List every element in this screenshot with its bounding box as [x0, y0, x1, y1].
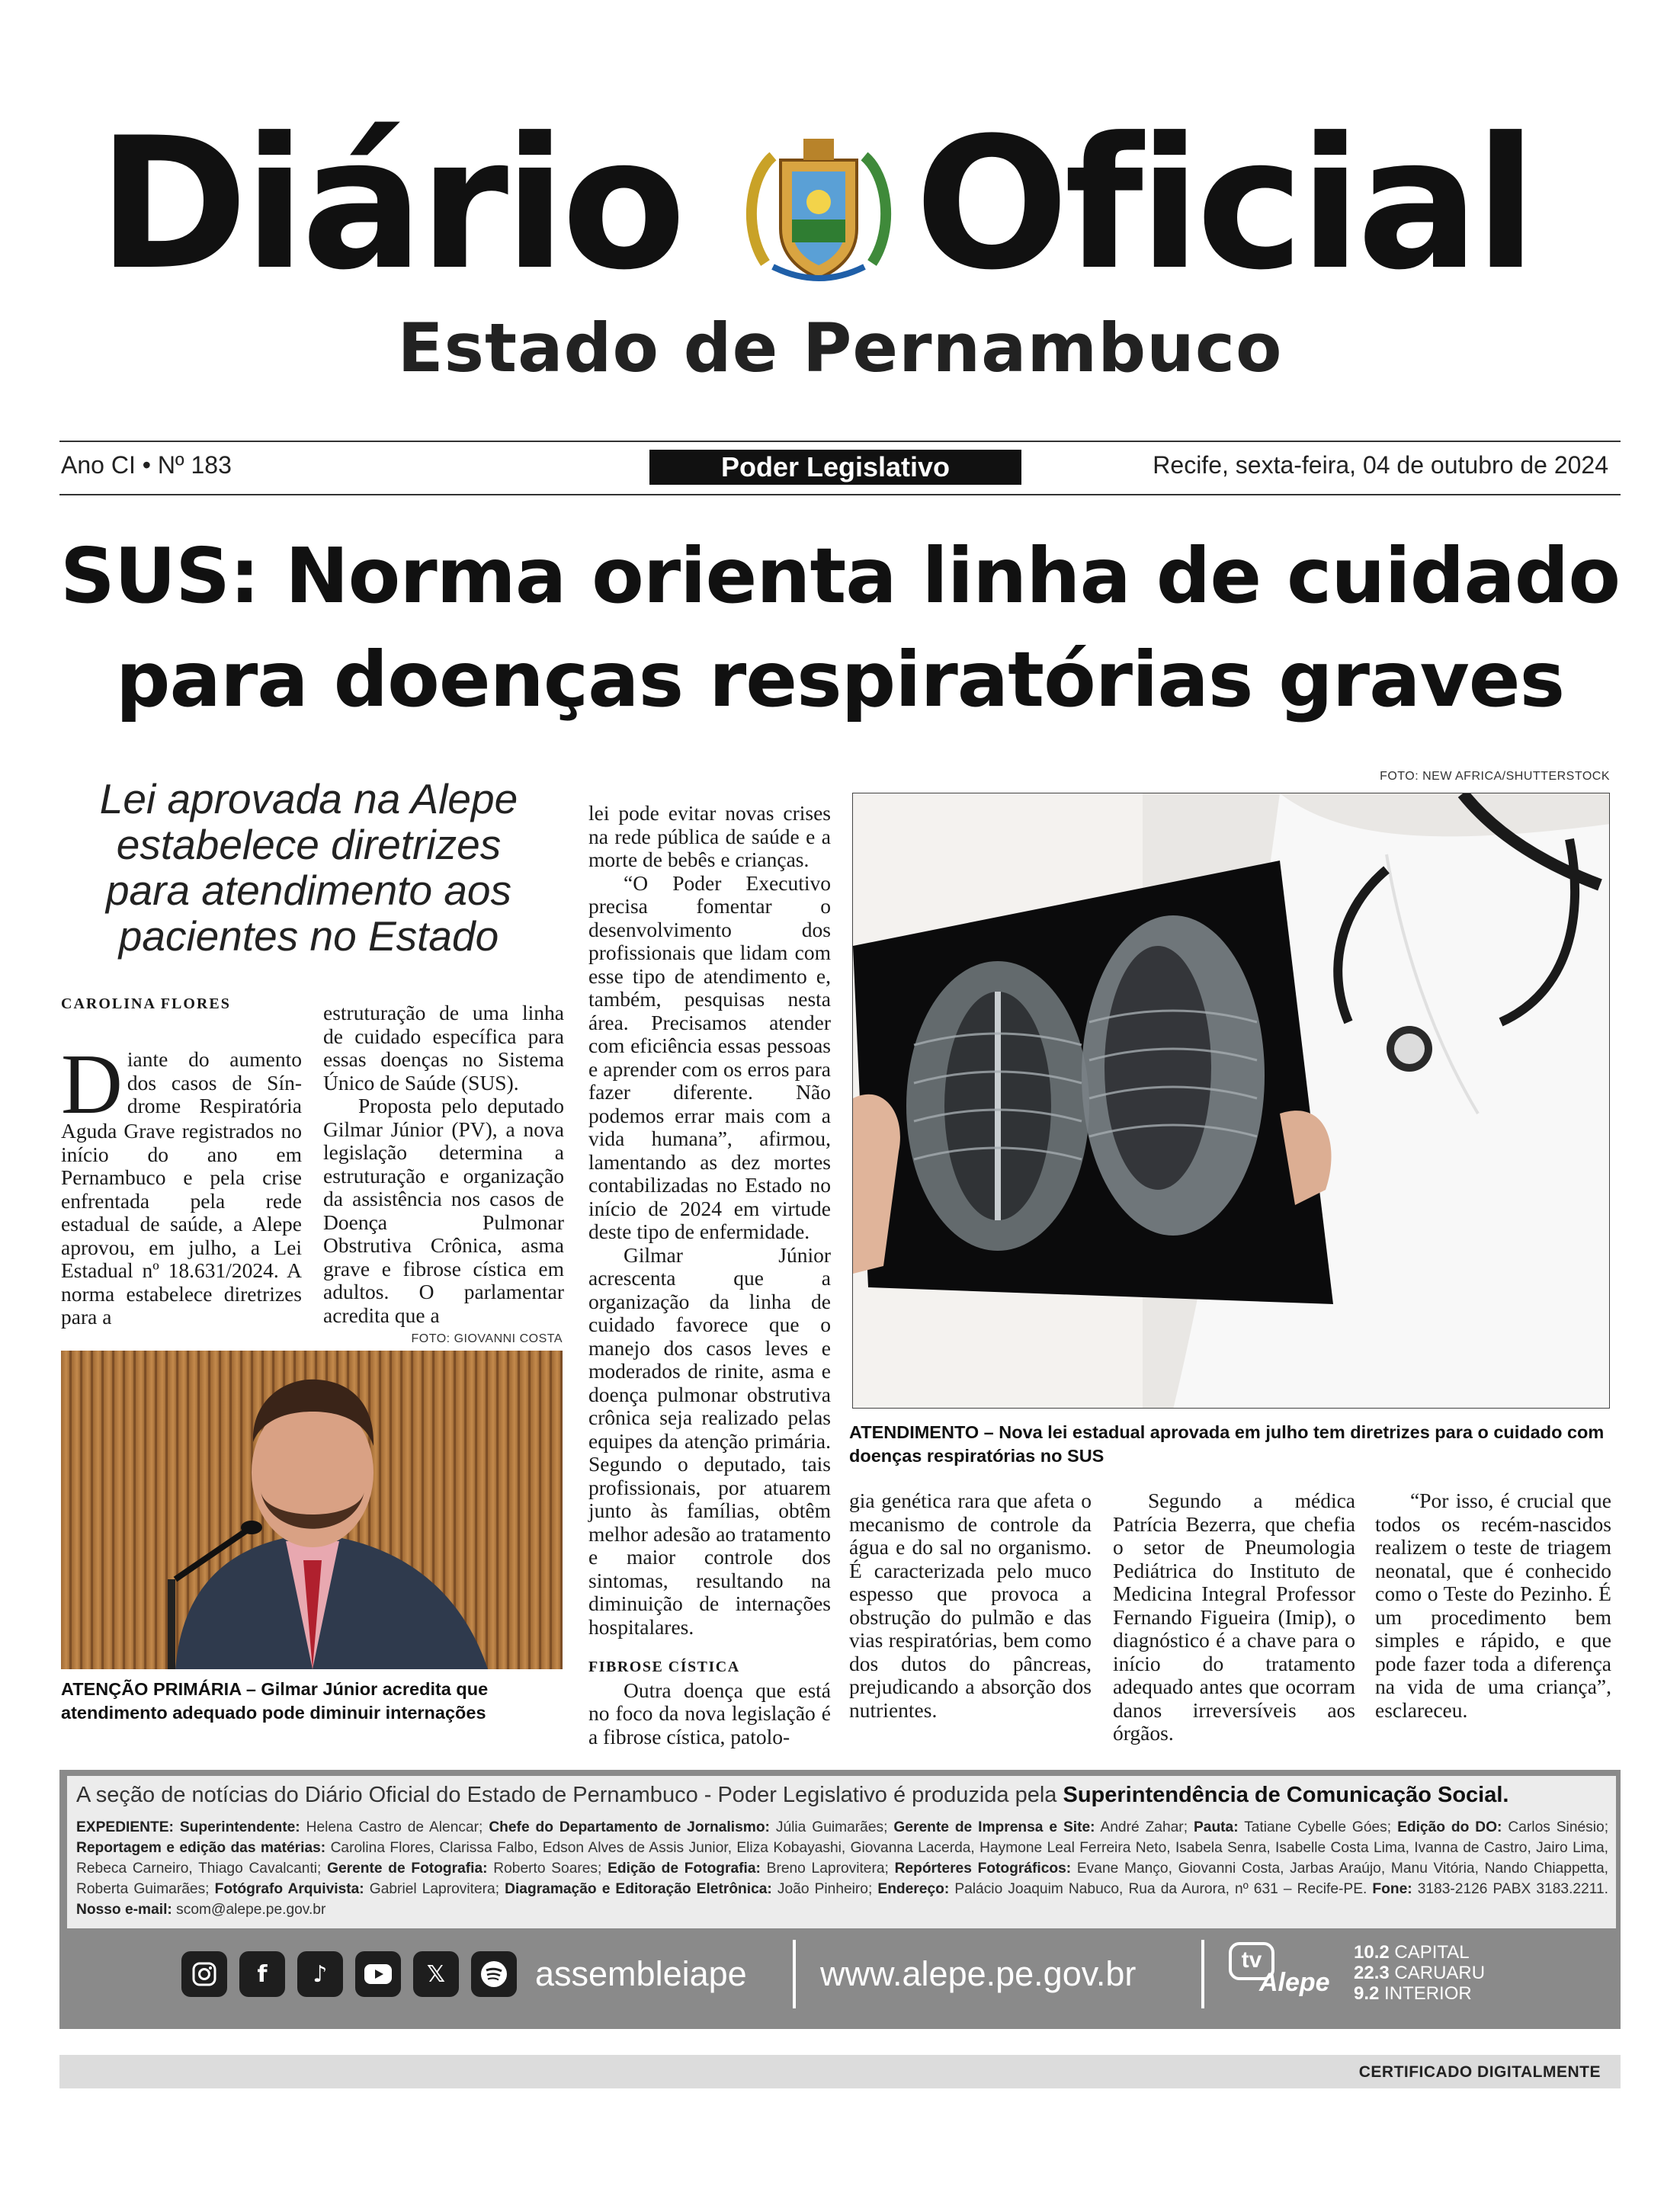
article-column-2	[323, 1002, 564, 1327]
dropcap: D	[61, 1037, 123, 1132]
section-label: Poder Legislativo	[649, 450, 1021, 485]
article-column-2-p1: estruturação de uma linha de cuidado específica para essas doenças no Sistema Único de Saúde (SUS).	[323, 1001, 564, 1095]
article-column-1-line-3: drome Respiratória	[127, 1094, 302, 1117]
footer-divider-2	[1201, 1940, 1204, 2008]
subhead	[61, 776, 556, 959]
expediente-label: Gerente de Fotografia:	[327, 1861, 488, 1877]
expediente-value: Júlia Guimarães;	[775, 1819, 888, 1835]
headline-line-1: SUS: Norma orienta linha de cuidado	[59, 531, 1621, 620]
tv-alepe-logo	[1229, 1942, 1335, 2003]
spotify-icon[interactable]	[471, 1951, 517, 1997]
article-column-3	[588, 802, 831, 1748]
article-column-3-p4: Outra doença que está no foco da nova legislação é a fibrose cística, patolo-	[588, 1678, 831, 1748]
instagram-icon[interactable]	[181, 1951, 227, 1997]
expediente-value: Helena Castro de Alencar;	[306, 1819, 483, 1835]
article-subhead: FIBROSE CÍSTICA	[588, 1659, 740, 1675]
article-column-1-text: Aguda Grave registrados no início do ano em Pernambuco e pela crise enfrentada pela rede estadual de saúde, a Alepe aprovou, em julho, a Lei Estadual nº 18.631/2024. A norma estabelece diretrizes para a	[61, 1119, 302, 1329]
expediente-label: Fotógrafo Arquivista:	[214, 1881, 364, 1897]
headline	[46, 524, 1634, 732]
tv-channels	[1354, 1942, 1485, 2004]
expediente-label: Gerente de Imprensa e Site:	[893, 1819, 1095, 1835]
article-column-4	[849, 1489, 1092, 1722]
expediente-value: Tatiane Cybelle Góes;	[1244, 1819, 1392, 1835]
masthead-title-right: Oficial	[915, 99, 1533, 310]
article-column-3-p3: Gilmar Júnior acrescenta que a organização da linha de cuidado favorece que o manejo dos casos leves e moderados de rinite, asma e doença pulmonar obstrutiva crônica seja realizado pelas equipes da atenção primária. Segundo o deputado, tais profissionais, por atuarem junto às famílias, obtêm melhor adesão ao tratamento e maior controle dos sintomas, resultando na diminuição de internações hospitalares.	[588, 1242, 831, 1639]
top-rule	[59, 441, 1621, 442]
article-column-3-p1: lei pode evitar novas crises na rede pública de saúde e a morte de bebês e crianças.	[588, 801, 831, 871]
expediente-value: André Zahar;	[1100, 1819, 1188, 1835]
tv-alepe-logo-name: Alepe	[1259, 1968, 1330, 1997]
expediente-value: Breno Laprovitera;	[766, 1861, 889, 1877]
masthead-subtitle: Estado de Pernambuco	[397, 309, 1283, 387]
expediente-label: Edição do DO:	[1397, 1819, 1502, 1835]
article-column-5-p1: Segundo a médica Patrícia Bezerra, que chefia o setor de Pneumologia Pediátrica do Instituto de Medicina Integral Professor Fernando Figueira (Imip), o diagnóstico é a chave para o início do tratamento adequado antes que ocorram danos irreversíveis aos órgãos.	[1113, 1489, 1355, 1745]
footer-intro-text: A seção de notícias do Diário Oficial do Estado de Pernambuco - Poder Legislativo é produzida pela	[76, 1783, 1057, 1807]
expediente-label: Chefe do Departamento de Jornalismo:	[489, 1819, 770, 1835]
channel-caruaru: 22.3 CARUARU	[1354, 1963, 1486, 1983]
article-column-3-p2: “O Poder Executivo precisa fomentar o desenvolvimento dos profissionais que lidam com esse tipo de atendimento e, também, pesquisas nesta área. Precisamos atender com eficiência essas pessoas e aprender com os erros para fazer diferente. Não podemos errar mais com a vida humana”, afirmou, lamentando as dez mortes contabilizadas no Estado no início de 2024 em virtude deste tipo de enfermidade.	[588, 870, 831, 1243]
expediente-value: Carolina Flores, Clarissa Falbo, Edson Alves de Assis Junior, Eliza Kobayashi, Giovanna Lacerda, Haymone Leal Ferreira Neto, Isabela Senra, Isabelle Costa Lima, Ivanna de Castro, Jairo Lima, Rebeca Carneiro, Thiago Cavalcanti;	[76, 1840, 1608, 1877]
website-link[interactable]: www.alepe.pe.gov.br	[820, 1954, 1137, 1993]
expediente-value: Gabriel Laprovitera;	[369, 1881, 500, 1897]
social-handle[interactable]: assembleiape	[535, 1954, 747, 1993]
x-icon[interactable]: 𝕏	[413, 1951, 459, 1997]
footer-intro-bold: Superintendência de Comunicação Social.	[1063, 1783, 1509, 1807]
coat-of-arms-icon	[735, 130, 903, 297]
expediente-value: Carlos Sinésio;	[1508, 1819, 1609, 1835]
expediente-label: Edição de Fotografia:	[608, 1861, 761, 1877]
article-column-6-p1: “Por isso, é crucial que todos os recém-nascidos realizem o teste de triagem neonatal, que é conhecido como o Teste do Pezinho. É um procedimento bem simples e rápido, e que pode fazer toda a diferença na vida de uma criança”, esclareceu.	[1375, 1489, 1611, 1722]
deputy-photo-credit: FOTO: GIOVANNI COSTA	[411, 1332, 563, 1345]
article-column-1-line-2: dos casos de Sín-	[127, 1070, 302, 1095]
main-photo	[852, 793, 1610, 1409]
expediente-label: Reportagem e edição das matérias:	[76, 1840, 326, 1856]
main-photo-credit: FOTO: NEW AFRICA/SHUTTERSTOCK	[1380, 770, 1610, 783]
article-column-1-line-1: iante do aumento	[127, 1047, 302, 1071]
issue-date: Recife, sexta-feira, 04 de outubro de 2024	[1153, 451, 1608, 479]
expediente-label: Pauta:	[1193, 1819, 1239, 1835]
edition-number: Ano CI • Nº 183	[61, 451, 232, 479]
footer-intro	[76, 1783, 1608, 1808]
subhead-line-4: pacientes no Estado	[118, 912, 499, 960]
facebook-icon[interactable]: f	[239, 1951, 285, 1997]
article-column-4-p1: gia genética rara que afeta o mecanismo de controle da água e do sal no organismo. É caracterizada pelo muco espesso que provoca a obstrução do pulmão e das vias respiratórias, bem como dos dutos do pâncreas, prejudicando a absorção dos nutrientes.	[849, 1489, 1092, 1722]
expediente-label: Repórteres Fotográficos:	[894, 1861, 1072, 1877]
expediente-value: Roberto Soares;	[493, 1861, 602, 1877]
expediente-value: scom@alepe.pe.gov.br	[176, 1902, 326, 1918]
article-column-2-p2: Proposta pelo deputado Gilmar Júnior (PV), a nova legislação determina a estruturação e organização da assistência nos casos de Doença Pulmonar Obstrutiva Crônica, asma grave e fibrose cística em adultos. O parlamentar acredita que a	[323, 1094, 564, 1327]
bottom-rule	[59, 494, 1621, 495]
expediente-label: EXPEDIENTE: Superintendente:	[76, 1819, 300, 1835]
certification-label: CERTIFICADO DIGITALMENTE	[1358, 2063, 1601, 2081]
article-column-1	[61, 1037, 302, 1329]
article-column-5	[1113, 1489, 1355, 1745]
byline: CAROLINA FLORES	[61, 995, 231, 1012]
masthead-title-left: Diário	[98, 99, 682, 310]
expediente-label: Fone:	[1372, 1881, 1412, 1897]
subhead-line-2: estabelece diretrizes	[116, 821, 502, 868]
expediente	[76, 1817, 1608, 1920]
article-column-6	[1375, 1489, 1611, 1722]
expediente-label: Nosso e-mail:	[76, 1902, 172, 1918]
footer-divider-1	[793, 1940, 796, 2008]
main-photo-caption: ATENDIMENTO – Nova lei estadual aprovada em julho tem diretrizes para o cuidado com doenças respiratórias no SUS	[849, 1422, 1605, 1466]
channel-interior: 9.2 INTERIOR	[1354, 1983, 1472, 2004]
expediente-value: 3183-2126 PABX 3183.2211.	[1417, 1881, 1608, 1897]
channel-capital: 10.2 CAPITAL	[1354, 1942, 1470, 1963]
expediente-label: Diagramação e Editoração Eletrônica:	[505, 1881, 772, 1897]
youtube-icon[interactable]	[355, 1951, 401, 1997]
expediente-label: Endereço:	[877, 1881, 950, 1897]
expediente-value: Evane Manço, Giovanni Costa, Jarbas Araújo, Manu Vitória, Nando Chiappetta, Roberta Guimarães;	[76, 1861, 1608, 1897]
expediente-value: Palácio Joaquim Nabuco, Rua da Aurora, nº 631 – Recife-PE.	[954, 1881, 1367, 1897]
subhead-line-1: Lei aprovada na Alepe	[99, 775, 518, 822]
expediente-value: João Pinheiro;	[777, 1881, 873, 1897]
tiktok-icon[interactable]: ♪	[297, 1951, 343, 1997]
headline-line-2: para doenças respiratórias graves	[115, 635, 1565, 724]
deputy-photo	[61, 1351, 563, 1669]
subhead-line-3: para atendimento aos	[105, 867, 512, 914]
deputy-photo-caption: ATENÇÃO PRIMÁRIA – Gilmar Júnior acredita que atendimento adequado pode diminuir internações	[61, 1679, 489, 1723]
tv-alepe-logo-tv: tv	[1229, 1942, 1274, 1980]
